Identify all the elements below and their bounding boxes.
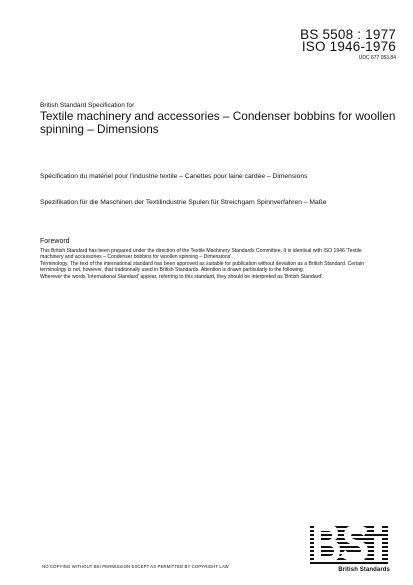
- standard-number: BS 5508 : 1977: [300, 27, 396, 42]
- document-title: Textile machinery and accessories – Condenser bobbins for woollen spinning – Dimensions: [40, 109, 396, 136]
- title-preamble: British Standard Specification for: [40, 102, 135, 109]
- iso-standard-number: ISO 1946-1976: [301, 39, 396, 54]
- german-title: Spezifikation für die Maschinen der Textilindustrie Spulen für Streichgarn Spinnverfahren – Maße: [40, 199, 327, 206]
- bsi-logo-icon: [308, 522, 390, 566]
- french-title: Spécification du matériel pour l'industrie textile – Canettes pour laine cardée – Dimensions: [40, 173, 308, 180]
- foreword-paragraph: This British Standard has been prepared under the direction of the Textile Machinery Standards Committee. It is identical with ISO 1946 'Textile machinery and accessories – Condenser bobbins for woollen spinning – Dimensions'.: [40, 248, 362, 260]
- foreword-heading: Foreword: [40, 238, 70, 245]
- foreword-paragraph: Wherever the words 'International Standard' appear, referring to this standard, they should be interpreted as 'British Standard'.: [40, 274, 324, 280]
- foreword-paragraph: Terminology. The text of the international standard has been approved as suitable for publication without deviation as a British Standard. Certain terminology is not, however, that traditionally used in British Standards. Attention is drawn particularly to the following.: [40, 261, 365, 273]
- foreword-body: [40, 248, 380, 281]
- publisher-name: British Standards: [338, 567, 390, 573]
- udc-code: UDC 677.053.84: [358, 55, 396, 61]
- copyright-notice: NO COPYING WITHOUT BSI PERMISSION EXCEPT AS PERMITTED BY COPYRIGHT LAW: [42, 564, 229, 569]
